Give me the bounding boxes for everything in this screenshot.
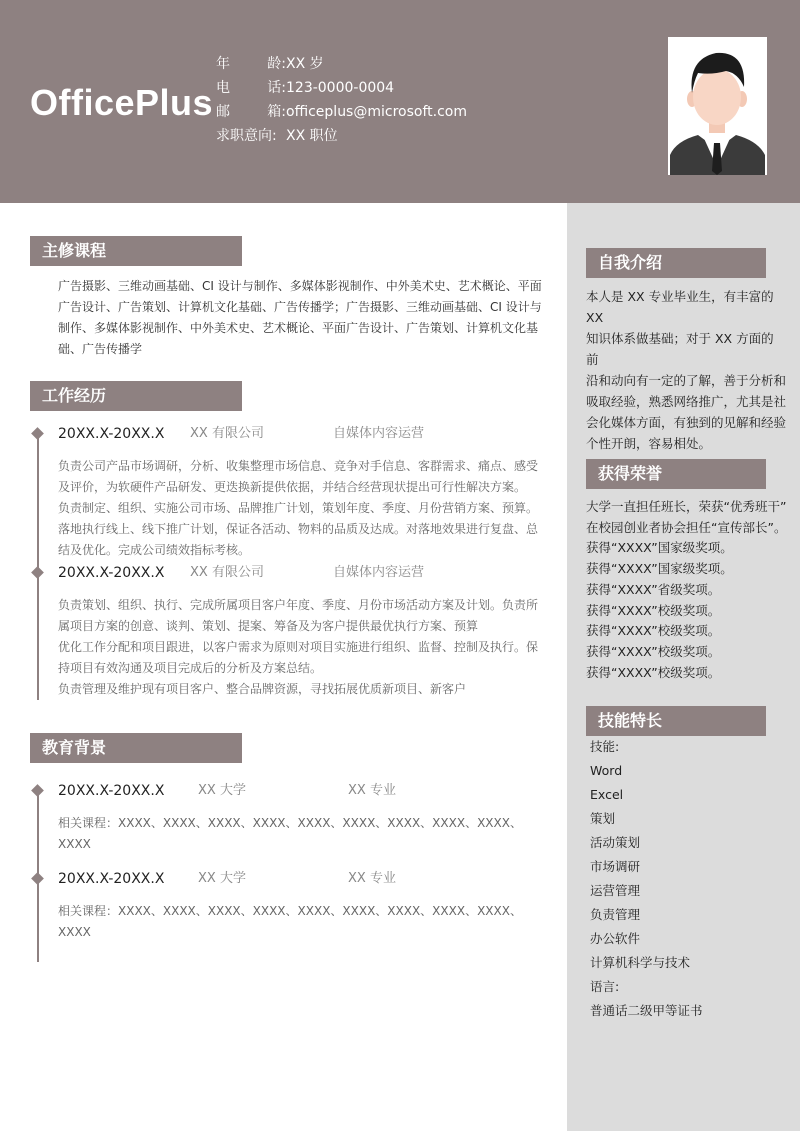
skill-item: 计算机科学与技术	[590, 955, 691, 970]
work-desc-line: 负责制定、组织、实施公司市场、品牌推广计划，策划年度、季度、月份营销方案、预算。	[58, 501, 539, 515]
work-desc-line: 持项目有效沟通及项目完成后的分析及方案总结。	[58, 661, 323, 675]
about-line: 本人是 XX 专业毕业生，有丰富的 XX	[586, 289, 774, 325]
info-intent-label: 求职意向:	[216, 128, 277, 144]
courses-line: 广告摄影、三维动画基础、CI 设计与制作、多媒体影视制作、中外美术史、艺术概论、平面	[58, 279, 542, 293]
skill-item: 运营管理	[590, 883, 641, 898]
work-desc-line: 落地执行线上、线下推广计划，保证各活动、物料的品质及达成。对落地效果进行复盘、总	[58, 522, 539, 536]
courses-line: 制作、多媒体影视制作、中外美术史、艺术概论、平面广告设计、广告策划、计算机文化基	[58, 321, 539, 335]
info-intent-row	[216, 124, 467, 148]
courses-title: 主修课程	[30, 236, 242, 266]
skill-item: Word	[590, 763, 623, 778]
education-timeline-marker	[31, 872, 44, 885]
honor-item: 大学一直担任班长，荣获“优秀班干”	[586, 499, 787, 514]
info-phone-value: 123-0000-0004	[286, 80, 395, 96]
honor-item: 获得“XXXX”校级奖项。	[586, 664, 721, 680]
education-school: XX 大学	[198, 783, 246, 798]
skill-item: Excel	[590, 787, 624, 802]
education-school: XX 大学	[198, 871, 246, 886]
work-desc-line: 负责管理及维护现有项目客户、整合品牌资源，寻找拓展优质新项目、新客户	[58, 682, 467, 696]
skills-title: 技能特长	[586, 706, 766, 736]
about-line: 吸取经验，熟悉网络推广，尤其是社	[586, 394, 787, 409]
honor-item: 获得“XXXX”国家级奖项。	[586, 561, 733, 577]
skills-list	[590, 735, 790, 1023]
work-timeline-marker	[31, 566, 44, 579]
work-desc-line: 负责公司产品市场调研，分析、收集整理市场信息、竞争对手信息、客群需求、痛点、感受	[58, 459, 539, 473]
skill-item: 市场调研	[590, 859, 641, 874]
skill-item: 负责管理	[590, 907, 641, 922]
honor-item: 获得“XXXX”校级奖项。	[586, 643, 721, 659]
work-description	[58, 595, 544, 700]
education-date: 20XX.X-20XX.X	[58, 783, 165, 799]
honors-title: 获得荣誉	[586, 459, 766, 489]
skill-item: 策划	[590, 811, 616, 826]
skill-item: 普通话二级甲等证书	[590, 1003, 703, 1018]
work-entry-header	[58, 563, 548, 583]
education-major: XX 专业	[348, 783, 396, 798]
work-desc-line: 及评价，为软硬件产品研发、更迭换新提供依据，并结合经营现状提出可行性解决方案。	[58, 480, 527, 494]
honor-item: 获得“XXXX”校级奖项。	[586, 602, 721, 618]
info-age-label: 年 龄:	[216, 56, 286, 72]
avatar-icon	[668, 37, 767, 175]
education-entry-header	[58, 869, 548, 889]
skill-item: 语言:	[590, 979, 620, 994]
work-date: 20XX.X-20XX.X	[58, 565, 165, 581]
education-timeline-marker	[31, 784, 44, 797]
skill-item: 技能:	[590, 739, 620, 754]
work-desc-line: 优化工作分配和项目跟进，以客户需求为原则对项目实施进行组织、监督、控制及执行。保	[58, 640, 539, 654]
skill-item: 办公软件	[590, 931, 641, 946]
work-desc-line: 负责策划、组织、执行、完成所属项目客户年度、季度、月份市场活动方案及计划。负责所	[58, 598, 539, 612]
info-email-value: officeplus@microsoft.com	[286, 104, 467, 120]
work-role: 自媒体内容运营	[333, 426, 425, 441]
about-line: 知识体系做基础；对于 XX 方面的前	[586, 331, 774, 367]
info-phone-row	[216, 76, 467, 100]
education-major: XX 专业	[348, 871, 396, 886]
candidate-name: OfficePlus	[30, 82, 214, 123]
header-banner	[0, 0, 800, 203]
about-line: 会化媒体方面，有独到的见解和经验	[586, 415, 787, 430]
honor-item: 在校园创业者协会担任“宣传部长”。	[586, 519, 787, 535]
education-date: 20XX.X-20XX.X	[58, 871, 165, 887]
info-age-value: XX 岁	[286, 56, 324, 72]
honor-item: 获得“XXXX”校级奖项。	[586, 623, 721, 639]
education-entry-header	[58, 781, 548, 801]
education-courses: 相关课程：XXXX、XXXX、XXXX、XXXX、XXXX、XXXX、XXXX、XXXX、XXXX、XXXX	[58, 904, 522, 939]
info-age-row	[216, 52, 467, 76]
work-title: 工作经历	[30, 381, 242, 411]
info-phone-label: 电 话:	[216, 80, 286, 96]
about-line: 个性开朗，容易相处。	[586, 436, 712, 451]
education-title: 教育背景	[30, 733, 242, 763]
courses-line: 广告设计、广告策划、计算机文化基础、广告传播学；广告摄影、三维动画基础、CI 设计与	[58, 300, 542, 314]
work-entry-header	[58, 424, 548, 444]
honors-list	[586, 497, 791, 683]
education-courses: 相关课程：XXXX、XXXX、XXXX、XXXX、XXXX、XXXX、XXXX、XXXX、XXXX、XXXX	[58, 816, 522, 851]
courses-line: 础、广告传播学	[58, 342, 143, 356]
skill-item: 活动策划	[590, 835, 641, 850]
work-role: 自媒体内容运营	[333, 565, 425, 580]
work-description	[58, 456, 544, 561]
info-email-label: 邮 箱:	[216, 104, 286, 120]
about-line: 沿和动向有一定的了解，善于分析和	[586, 373, 787, 388]
work-desc-line: 属项目方案的创意、谈判、策划、提案、筹备及为客户提供最优执行方案、预算	[58, 619, 479, 633]
honor-item: 获得“XXXX”国家级奖项。	[586, 540, 733, 556]
personal-info	[216, 52, 467, 148]
courses-text	[58, 276, 550, 360]
profile-photo	[668, 37, 767, 175]
work-company: XX 有限公司	[190, 565, 264, 580]
work-timeline-marker	[31, 427, 44, 440]
work-desc-line: 结及优化。完成公司绩效指标考核。	[58, 543, 251, 557]
about-title: 自我介绍	[586, 248, 766, 278]
honor-item: 获得“XXXX”省级奖项。	[586, 581, 721, 597]
about-text	[586, 286, 786, 454]
work-company: XX 有限公司	[190, 426, 264, 441]
work-date: 20XX.X-20XX.X	[58, 426, 165, 442]
info-email-row	[216, 100, 467, 124]
info-intent-value: XX 职位	[286, 128, 338, 144]
